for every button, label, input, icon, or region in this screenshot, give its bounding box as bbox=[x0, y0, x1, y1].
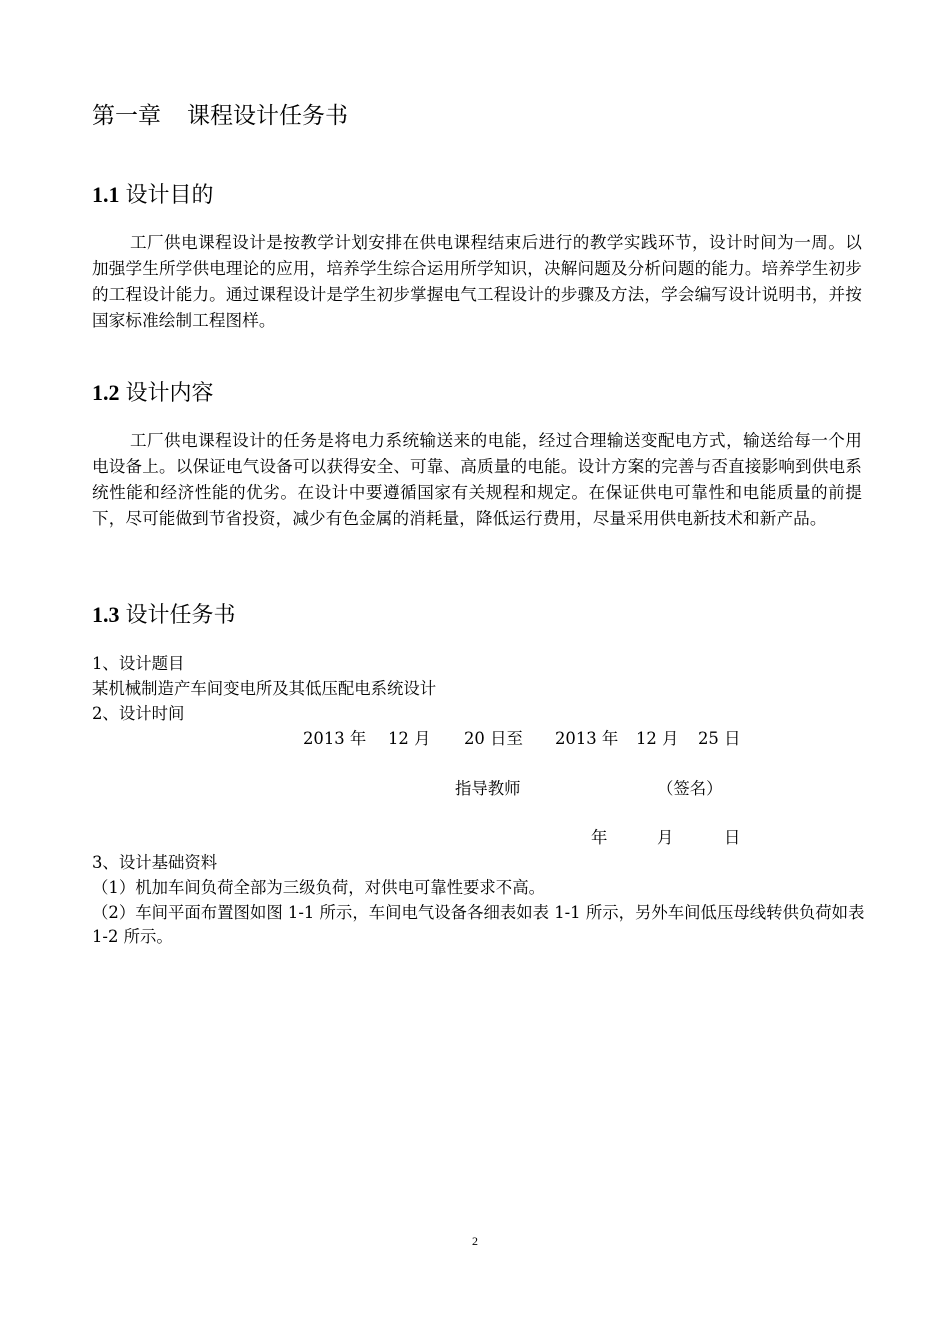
task-item2-label: 2、设计时间 bbox=[92, 704, 185, 723]
section-heading-1-1 bbox=[92, 180, 214, 211]
period-end-day: 25 日 bbox=[698, 729, 741, 748]
sign-month: 月 bbox=[657, 828, 674, 847]
section-heading-1-3 bbox=[92, 600, 236, 631]
signature-label: （签名） bbox=[657, 779, 723, 798]
task-item3-sub1: （1）机加车间负荷全部为三级负荷，对供电可靠性要求不高。 bbox=[92, 878, 545, 897]
chapter-title-text: 课程设计任务书 bbox=[187, 103, 348, 129]
section-1-1-paragraph: 工厂供电课程设计是按教学计划安排在供电课程结束后进行的教学实践环节，设计时间为一周。以加强学生所学供电理论的应用，培养学生综合运用所学知识，决解问题及分析问题的能力。培养学生初步的工程设计能力。通过课程设计是学生初步掌握电气工程设计的步骤及方法，学会编写设计说明书，并按国家标准绘制工程图样。 bbox=[92, 233, 862, 330]
period-start-month: 12 月 bbox=[388, 729, 431, 748]
section-1-2-paragraph: 工厂供电课程设计的任务是将电力系统输送来的电能，经过合理输送变配电方式，输送给每一个用电设备上。以保证电气设备可以获得安全、可靠、高质量的电能。设计方案的完善与否直接影响到供电系统性能和经济性能的优劣。在设计中要遵循国家有关规程和规定。在保证供电可靠性和电能质量的前提下，尽可能做到节省投资，减少有色金属的消耗量，降低运行费用，尽量采用供电新技术和新产品。 bbox=[92, 431, 862, 528]
chapter-number: 第一章 bbox=[92, 103, 161, 129]
period-end-year: 2013 年 bbox=[555, 729, 619, 748]
period-end-month: 12 月 bbox=[636, 729, 679, 748]
section-title: 设计目的 bbox=[125, 183, 214, 208]
task-item1-label: 1、设计题目 bbox=[92, 654, 185, 673]
period-start-year: 2013 年 bbox=[303, 729, 367, 748]
section-title: 设计任务书 bbox=[125, 603, 236, 628]
section-number: 1.1 bbox=[92, 182, 120, 207]
task-item3-label: 3、设计基础资料 bbox=[92, 853, 218, 872]
section-number: 1.2 bbox=[92, 380, 120, 405]
section-title: 设计内容 bbox=[125, 381, 214, 406]
section-heading-1-2 bbox=[92, 378, 214, 409]
chapter-title bbox=[92, 100, 348, 132]
task-item3-sub2: （2）车间平面布置图如图 1-1 所示，车间电气设备各细表如表 1-1 所示，另外车间低压母线转供负荷如表 1-2 所示。 bbox=[92, 903, 865, 946]
advisor-label: 指导教师 bbox=[455, 779, 521, 798]
sign-year: 年 bbox=[591, 828, 608, 847]
section-number: 1.3 bbox=[92, 602, 120, 627]
page-number: 2 bbox=[472, 1234, 478, 1248]
task-item1-value: 某机械制造产车间变电所及其低压配电系统设计 bbox=[92, 679, 437, 698]
sign-day: 日 bbox=[724, 828, 741, 847]
period-start-day: 20 日至 bbox=[464, 729, 523, 748]
